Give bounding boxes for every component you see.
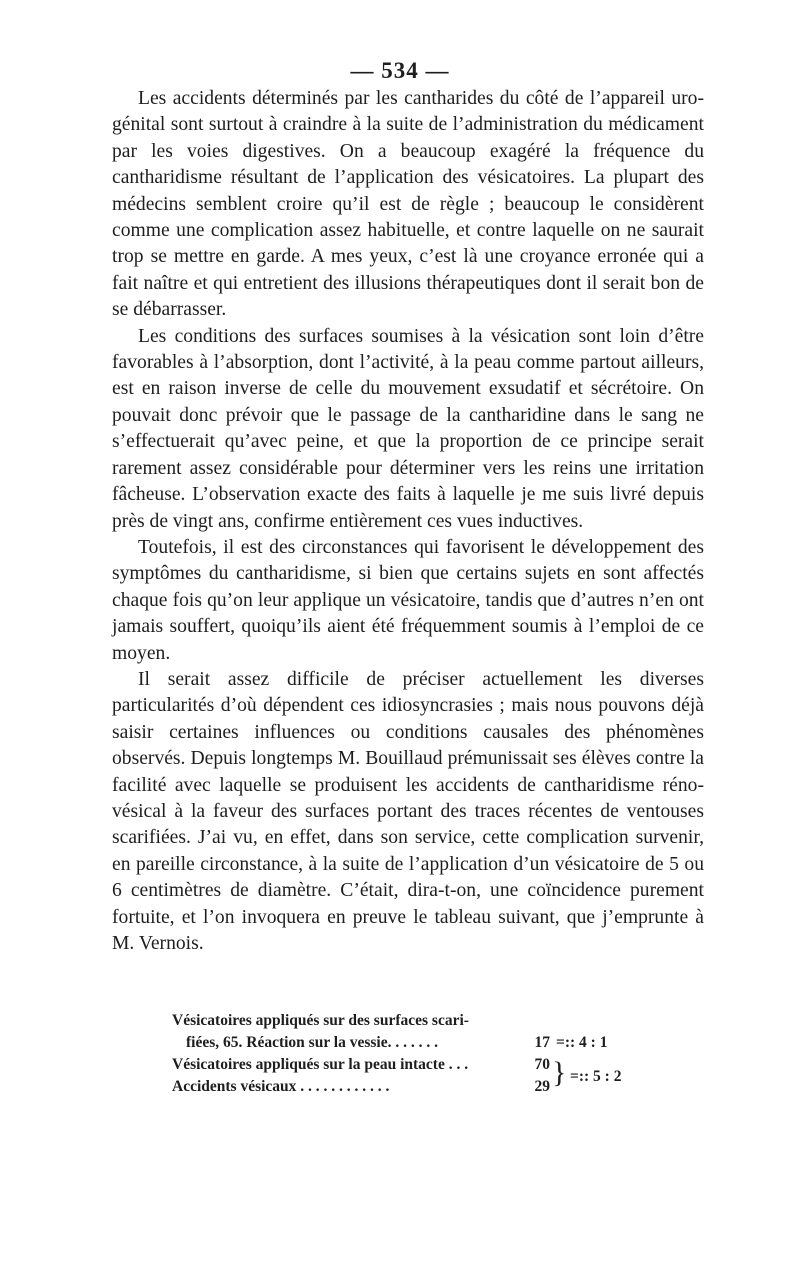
paragraph: Il serait assez difficile de préciser actuellement les diverses particularités d’où dépendent ces idiosyncrasies ; mais nous pouvons déjà saisir certaines influences ou conditions causales des phénomènes observés. Depuis longtemps M. Bouillaud prémunissait ses élèves contre la facilité avec laquelle se produisent les accidents de cantharidisme réno-vésical à la faveur des surfaces portant des traces récentes de ventouses scarifiées. J’ai vu, en effet, dans son service, cette complication survenir, en pareille circonstance, à la suite de l’application d’un vésicatoire de 5 ou 6 centimètres de diamètre. C’était, dira-t-on, une coïncidence purement fortuite, et l’on invoquera en preuve le tableau suivant, que j’emprunte à M. Vernois. <box>112 668 704 954</box>
table-value: 29 <box>534 1078 550 1095</box>
statistics-table <box>172 1010 672 1098</box>
paragraph: Les conditions des surfaces soumises à la vésication sont loin d’être favorables à l’absorption, dont l’activité, à la peau comme partout ailleurs, est en raison inverse de celle du mouvement exsudatif et sécrétoire. On pouvait donc prévoir que le passage de la cantharidine dans le sang ne s’effectuerait qu’avec peine, et que la proportion de ce principe serait rarement assez considérable pour déterminer vers les reins une irritation fâcheuse. L’observation exacte des faits à laquelle je me suis livré depuis près de vingt ans, confirme entièrement ces vues inductives. <box>112 325 704 532</box>
table-row <box>172 1032 672 1054</box>
table-value: 17 <box>534 1034 550 1051</box>
table-row <box>172 1010 672 1032</box>
table-value: 70 <box>534 1056 550 1073</box>
table-label: Vésicatoires appliqués sur des surfaces scari- <box>172 1012 469 1029</box>
table-label: Accidents vésicaux . . . . . . . . . . . . <box>172 1078 390 1095</box>
body-text <box>112 86 704 957</box>
table-ratio: =:: 5 : 2 <box>570 1068 622 1085</box>
paragraph: Toutefois, il est des circonstances qui favorisent le développement des symptômes du cantharidisme, si bien que certains sujets en sont affectés chaque fois qu’on leur applique un vésicatoire, tandis que d’autres n’en ont jamais souffert, quoiqu’ils aient été fréquemment soumis à l’emploi de ce moyen. <box>112 536 704 664</box>
brace-icon: } <box>552 1056 567 1089</box>
table-ratio: =:: 4 : 1 <box>556 1034 608 1051</box>
table-label: fiées, 65. Réaction sur la vessie. . . . . . . <box>186 1034 438 1051</box>
table-label: Vésicatoires appliqués sur la peau intacte . . . <box>172 1056 469 1073</box>
page-number: — 534 — <box>350 58 450 83</box>
paragraph: Les accidents déterminés par les cantharides du côté de l’appareil uro-génital sont surtout à craindre à la suite de l’administration du médicament par les voies digestives. On a beaucoup exagéré la fréquence du cantharidisme résultant de l’application des vésicatoires. La plupart des médecins semblent croire qu’il est de règle ; beaucoup le considèrent comme une complication assez habituelle, et contre laquelle on ne saurait trop se mettre en garde. A mes yeux, c’est là une croyance erronée qui a fait naître et qui entretient des illusions thérapeutiques dont il serait bon de se débarrasser. <box>112 88 704 321</box>
